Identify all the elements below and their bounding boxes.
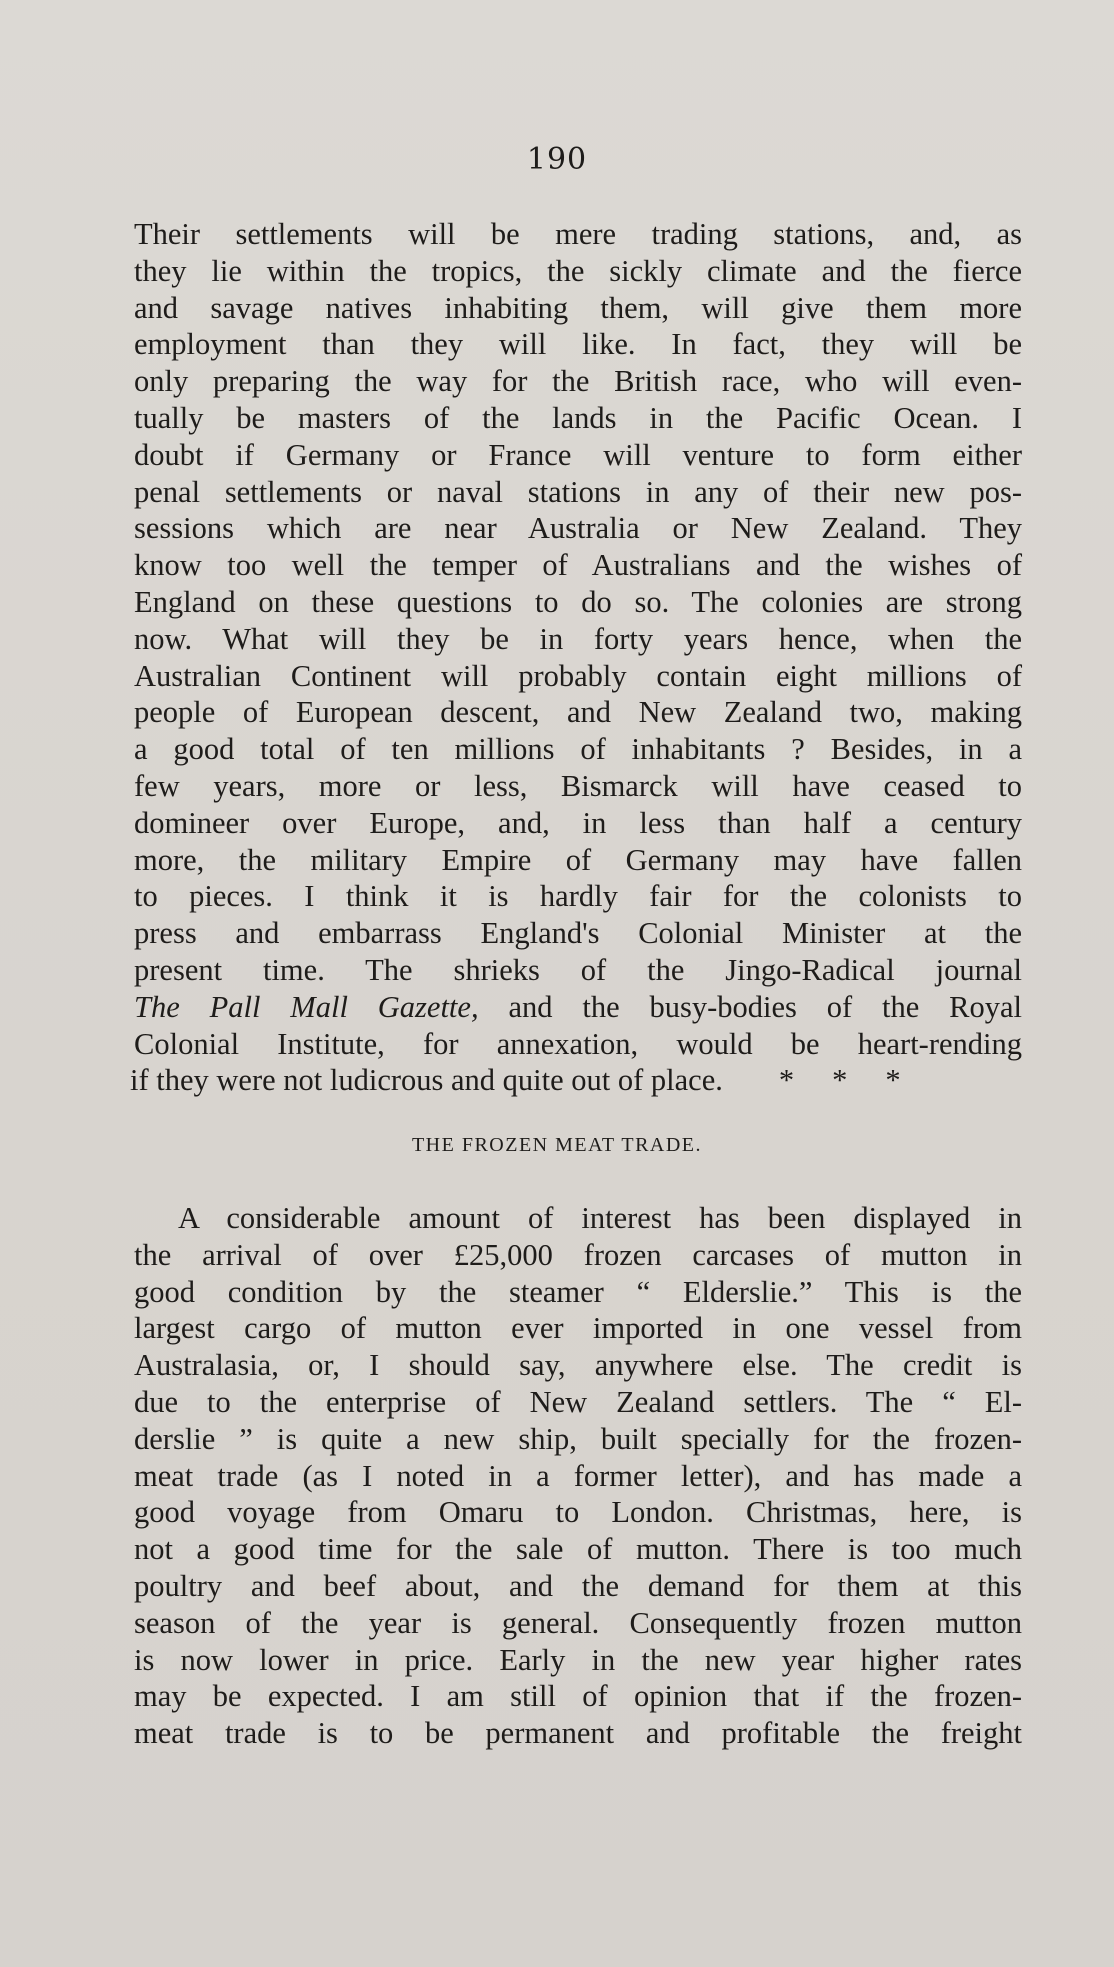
text-line: press and embarrass England's Colonial Minister at the xyxy=(134,916,1022,951)
text-line: due to the enterprise of New Zealand settlers. The “ El- xyxy=(134,1384,1022,1419)
text-line: few years, more or less, Bismarck will have ceased to xyxy=(134,768,1022,803)
text-line: Colonial Institute, for annexation, would be heart-rending xyxy=(134,1026,1022,1061)
text-fragment: if they were not ludicrous and quite out of place. xyxy=(130,1063,723,1098)
section-break-stars xyxy=(741,1062,901,1099)
text-line: largest cargo of mutton ever imported in one vessel from xyxy=(134,1311,1022,1346)
text-line xyxy=(134,989,1022,1026)
text-line: employment than they will like. In fact, they will be xyxy=(134,327,1022,362)
page-number: 190 xyxy=(526,142,588,177)
text-line xyxy=(130,1062,1022,1099)
text-line: good condition by the steamer “ Elderslie.” This is the xyxy=(134,1274,1022,1309)
text-line: England on these questions to do so. The colonies are strong xyxy=(134,584,1022,619)
text-line: doubt if Germany or France will venture to form either xyxy=(134,437,1022,472)
text-line: tually be masters of the lands in the Pacific Ocean. I xyxy=(134,400,1022,435)
text-line: meat trade (as I noted in a former letter), and has made a xyxy=(134,1458,1022,1493)
text-line: derslie ” is quite a new ship, built specially for the frozen- xyxy=(134,1421,1022,1456)
text-line: Australian Continent will probably contain eight millions of xyxy=(134,658,1022,693)
newspaper-title: The Pall Mall Gazette, xyxy=(134,989,479,1024)
text-line: present time. The shrieks of the Jingo-Radical journal xyxy=(134,952,1022,987)
text-line: they lie within the tropics, the sickly climate and the fierce xyxy=(134,253,1022,288)
text-line: not a good time for the sale of mutton. There is too much xyxy=(134,1532,1022,1567)
text-line: A considerable amount of interest has been displayed in xyxy=(178,1201,1022,1235)
asterisk: * xyxy=(885,1063,901,1098)
text-line: to pieces. I think it is hardly fair for the colonists to xyxy=(134,879,1022,914)
text-line: is now lower in price. Early in the new year higher rates xyxy=(134,1642,1022,1677)
text-fragment: and the busy-bodies of the Royal xyxy=(478,989,1022,1024)
text-line: season of the year is general. Consequently frozen mutton xyxy=(134,1605,1022,1640)
text-line: a good total of ten millions of inhabitants ? Besides, in a xyxy=(134,732,1022,767)
text-line: Their settlements will be mere trading stations, and, as xyxy=(134,217,1022,251)
section-heading: THE FROZEN MEAT TRADE. xyxy=(411,1134,703,1156)
text-line: domineer over Europe, and, in less than half a century xyxy=(134,805,1022,840)
text-line: and savage natives inhabiting them, will give them more xyxy=(134,290,1022,325)
text-line: people of European descent, and New Zealand two, making xyxy=(134,695,1022,730)
text-line: more, the military Empire of Germany may have fallen xyxy=(134,842,1022,877)
text-line: know too well the temper of Australians and the wishes of xyxy=(134,548,1022,583)
paragraph-frozen-meat xyxy=(134,1200,1022,1752)
text-line: meat trade is to be permanent and profitable the freight xyxy=(134,1716,1022,1751)
text-line: may be expected. I am still of opinion that if the frozen- xyxy=(134,1679,1022,1714)
paragraph-annexation xyxy=(130,216,1022,1099)
text-line: good voyage from Omaru to London. Christmas, here, is xyxy=(134,1495,1022,1530)
text-line: Australasia, or, I should say, anywhere else. The credit is xyxy=(134,1348,1022,1383)
text-line: penal settlements or naval stations in any of their new pos- xyxy=(134,474,1022,509)
asterisk: * xyxy=(778,1063,795,1098)
text-line: only preparing the way for the British race, who will even- xyxy=(134,364,1022,399)
asterisk: * xyxy=(832,1063,848,1098)
text-line: poultry and beef about, and the demand for them at this xyxy=(134,1568,1022,1603)
text-line: now. What will they be in forty years hence, when the xyxy=(134,621,1022,656)
text-line: sessions which are near Australia or New Zealand. They xyxy=(134,511,1022,546)
text-line: the arrival of over £25,000 frozen carcases of mutton in xyxy=(134,1237,1022,1272)
